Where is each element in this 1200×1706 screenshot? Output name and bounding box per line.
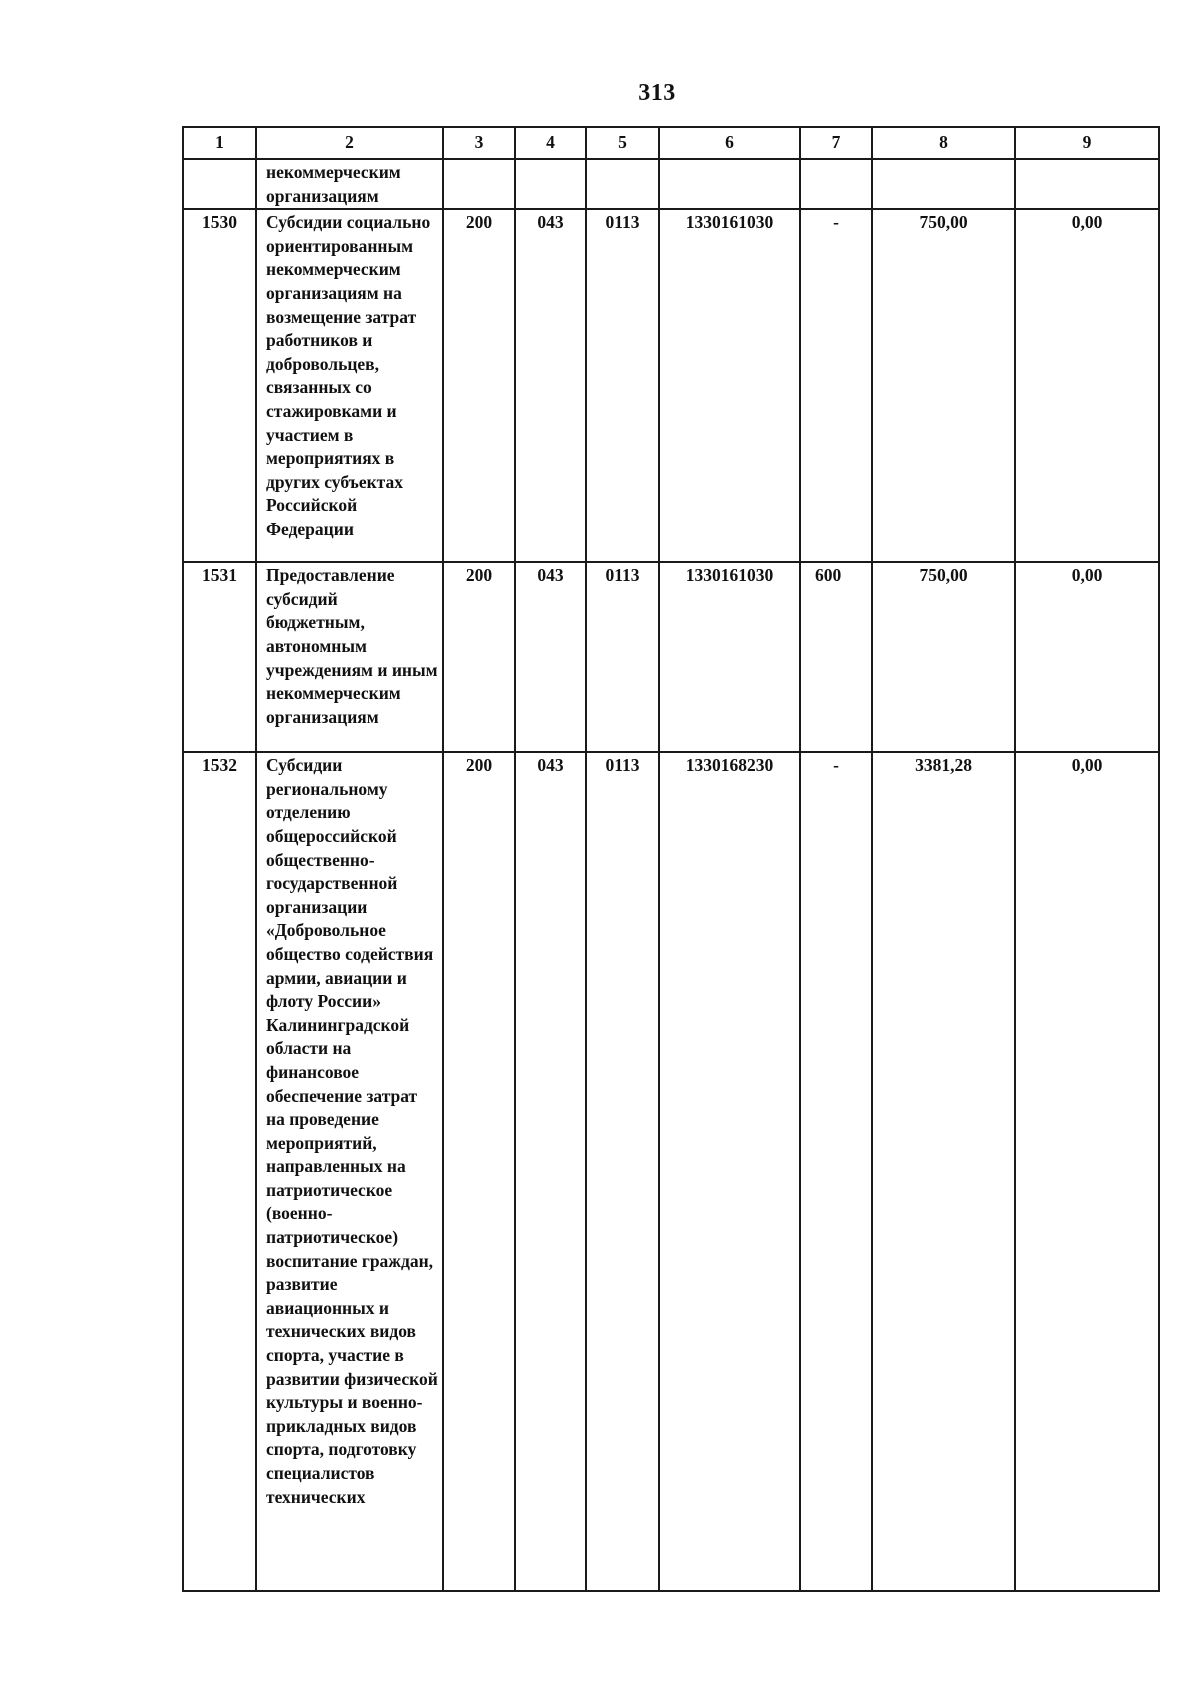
cell-row-number: 1531 xyxy=(183,562,256,752)
cell-col-3: 200 xyxy=(443,562,515,752)
cell-empty xyxy=(659,159,800,209)
cell-col-8: 750,00 xyxy=(872,209,1015,562)
cell-row-number: 1530 xyxy=(183,209,256,562)
cell-col-4: 043 xyxy=(515,209,586,562)
column-header-5: 5 xyxy=(586,127,659,159)
header-row xyxy=(183,127,1159,159)
cell-col-6: 1330161030 xyxy=(659,209,800,562)
cell-name: некоммерческим организациям xyxy=(256,159,443,209)
cell-col-9: 0,00 xyxy=(1015,752,1159,1591)
column-header-9: 9 xyxy=(1015,127,1159,159)
budget-table xyxy=(182,126,1160,1592)
cell-col-5: 0113 xyxy=(586,209,659,562)
cell-col-8: 750,00 xyxy=(872,562,1015,752)
cell-empty xyxy=(183,159,256,209)
cell-col-7: - xyxy=(800,752,872,1591)
cell-name: Субсидии социально ориентированным некоммерческим организациям на возмещение затрат работников и добровольцев, связанных со стажировками и участием в мероприятиях в других субъектах Российской Федерации xyxy=(256,209,443,562)
table-row xyxy=(183,209,1159,562)
cell-row-number: 1532 xyxy=(183,752,256,1591)
cell-col-4: 043 xyxy=(515,562,586,752)
cell-col-7: - xyxy=(800,209,872,562)
page-number: 313 xyxy=(638,80,676,106)
cell-col-3: 200 xyxy=(443,209,515,562)
cell-col-9: 0,00 xyxy=(1015,562,1159,752)
table-row xyxy=(183,562,1159,752)
cell-empty xyxy=(1015,159,1159,209)
column-header-4: 4 xyxy=(515,127,586,159)
cell-empty xyxy=(443,159,515,209)
cell-col-6: 1330168230 xyxy=(659,752,800,1591)
cell-col-7: 600 xyxy=(800,562,872,752)
cell-name: Предоставление субсидий бюджетным, автономным учреждениям и иным некоммерческим организациям xyxy=(256,562,443,752)
cell-col-3: 200 xyxy=(443,752,515,1591)
column-header-8: 8 xyxy=(872,127,1015,159)
table-row-continuation xyxy=(183,159,1159,209)
cell-name: Субсидии региональному отделению общероссийской общественно-государственной организации «Добровольное общество содействия армии, авиации и флоту России» Калининградской области на финансовое обеспечение затрат на проведение мероприятий, направленных на патриотическое (военно-патриотическое) воспитание граждан, развитие авиационных и технических видов спорта, участие в развитии физической культуры и военно-прикладных видов спорта, подготовку специалистов технических xyxy=(256,752,443,1591)
cell-col-4: 043 xyxy=(515,752,586,1591)
cell-empty xyxy=(800,159,872,209)
cell-empty xyxy=(586,159,659,209)
cell-empty xyxy=(872,159,1015,209)
cell-col-6: 1330161030 xyxy=(659,562,800,752)
column-header-7: 7 xyxy=(800,127,872,159)
cell-col-5: 0113 xyxy=(586,752,659,1591)
column-header-6: 6 xyxy=(659,127,800,159)
cell-col-5: 0113 xyxy=(586,562,659,752)
column-header-1: 1 xyxy=(183,127,256,159)
cell-col-9: 0,00 xyxy=(1015,209,1159,562)
table-row xyxy=(183,752,1159,1591)
cell-empty xyxy=(515,159,586,209)
column-header-3: 3 xyxy=(443,127,515,159)
column-header-2: 2 xyxy=(256,127,443,159)
cell-col-8: 3381,28 xyxy=(872,752,1015,1591)
